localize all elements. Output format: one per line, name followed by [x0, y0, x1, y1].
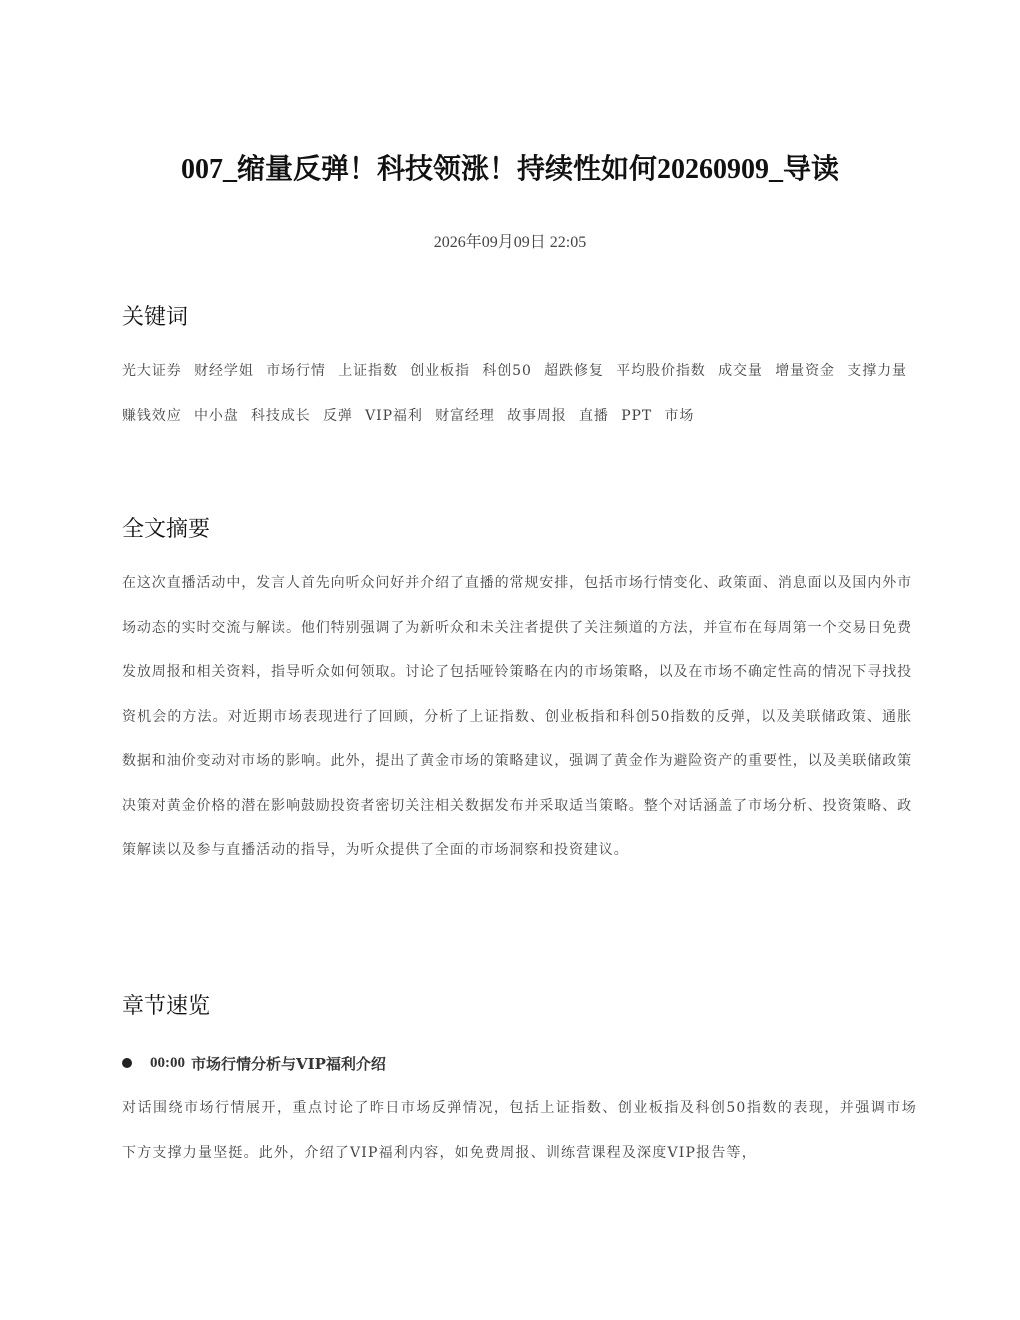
document-title: 007_缩量反弹！科技领涨！持续性如何20260909_导读 — [180, 154, 839, 185]
summary-text: 在这次直播活动中，发言人首先向听众问好并介绍了直播的常规安排，包括市场行情变化、政策面、消息面以及国内外市场动态的实时交流与解读。他们特别强调了为新听众和未关注者提供了关注频道的方法，并宣布在每周第一个交易日免费发放周报和相关资料，指导听众如何领取。讨论了包括哑铃策略在内的市场策略，以及在市场不确定性高的情况下寻找投资机会的方法。对近期市场表现进行了回顾，分析了上证指数、创业板指和科创50指数的反弹，以及美联储政策、通胀数据和油价变动对市场的影响。此外，提出了黄金市场的策略建议，强调了黄金作为避险资产的重要性，以及美联储政策决策对黄金价格的潜在影响鼓励投资者密切关注相关数据发布并采取适当策略。整个对话涵盖了市场分析、投资策略、政策解读以及参与直播活动的指导，为听众提供了全面的市场洞察和投资建议。 — [122, 575, 912, 858]
bullet-icon — [122, 1058, 132, 1068]
chapter-title: 市场行情分析与VIP福利介绍 — [191, 1054, 386, 1073]
keyword-item: VIP福利 — [365, 407, 423, 424]
chapter-description: 对话围绕市场行情展开，重点讨论了昨日市场反弹情况，包括上证指数、创业板指及科创50指数的表现，并强调市场下方支撑力量坚挺。此外，介绍了VIP福利内容，如免费周报、训练营课程及深度VIP报告等， — [122, 1100, 917, 1161]
chapters-heading: 章节速览 — [122, 994, 211, 1019]
keyword-item: 故事周报 — [507, 407, 567, 424]
chapter-time: 00:00 — [150, 1054, 185, 1071]
keyword-item: 科创50 — [482, 363, 532, 379]
keyword-item: 创业板指 — [410, 363, 470, 379]
keyword-item: 增量资金 — [775, 363, 835, 379]
keywords-list — [122, 349, 912, 438]
keyword-item: PPT — [621, 407, 653, 424]
keyword-item: 财经学姐 — [194, 363, 254, 379]
keyword-item: 支撑力量 — [847, 363, 907, 379]
keyword-item: 中小盘 — [193, 407, 239, 424]
keyword-item: 上证指数 — [338, 363, 398, 379]
keyword-item: 市场 — [664, 407, 695, 424]
chapter-item — [122, 1050, 386, 1076]
keyword-item: 市场行情 — [266, 363, 326, 379]
keyword-item: 光大证券 — [122, 363, 182, 379]
summary-heading: 全文摘要 — [122, 517, 211, 542]
keyword-item: 科技成长 — [251, 407, 311, 424]
document-datetime: 2026年09月09日 22:05 — [433, 234, 587, 251]
keyword-item: 反弹 — [323, 407, 353, 424]
keyword-item: 超跌修复 — [544, 363, 604, 379]
keyword-item: 直播 — [579, 407, 609, 424]
keywords-heading: 关键词 — [122, 305, 189, 330]
keyword-item: 平均股价指数 — [616, 363, 706, 379]
keyword-item: 财富经理 — [435, 407, 495, 424]
keyword-item: 成交量 — [718, 363, 763, 379]
keyword-item: 赚钱效应 — [122, 407, 182, 424]
